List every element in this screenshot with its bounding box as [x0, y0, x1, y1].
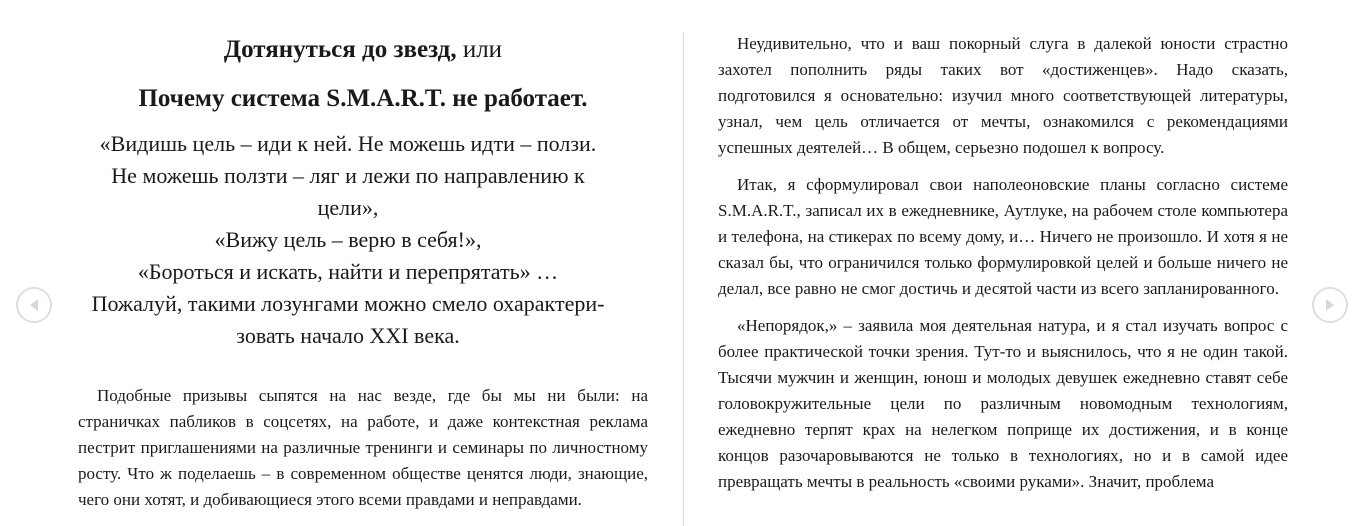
right-page-body — [718, 31, 1288, 506]
epigraph-line: зовать начало XXI века. — [236, 323, 460, 348]
chevron-right-icon — [1323, 297, 1337, 313]
epigraph — [78, 128, 628, 352]
chevron-left-icon — [27, 297, 41, 313]
epigraph-line: цели», — [317, 195, 379, 220]
body-paragraph: Неудивительно, что и ваш покорный слуга в далекой юности страстно захотел пополнить ряды таких вот «достиженцев». Надо сказать, подготовился я основательно: изучил много соответствующей литературы, узнал, чем цель отличается от мечты, ознакомился с рекомендациями успешных деятелей… В общем, серьезно подошел к вопросу. — [718, 34, 1288, 157]
right-page — [718, 0, 1288, 526]
epigraph-line: «Видишь цель – иди к ней. Не можешь идти – ползи. — [99, 131, 597, 156]
chapter-title-normal: или — [462, 36, 503, 63]
chapter-subtitle: Почему система S.M.A.R.T. не работает. — [138, 85, 588, 112]
chapter-title-bold: Дотянуться до звезд, — [223, 36, 457, 63]
epigraph-line: «Вижу цель – верю в себя!», — [214, 227, 482, 252]
epigraph-line: Не можешь ползти – ляг и лежи по направлению к — [111, 163, 585, 188]
epigraph-line: Пожалуй, такими лозунгами можно смело охарактери- — [91, 291, 605, 316]
body-paragraph: Подобные призывы сыпятся на нас везде, где бы мы ни были: на страничках пабликов в соцсетях, на работе, и даже контекстная реклама пестрит приглашениями на различные тренинги и семинары по личностному росту. Что ж поделаешь – в современном обществе ценятся люди, знающие, чего они хотят, и добивающиеся этого всеми правдами и неправдами. — [78, 386, 648, 509]
previous-page-button[interactable] — [16, 287, 52, 323]
chapter-title — [78, 33, 648, 67]
body-paragraph: Итак, я сформулировал свои наполеоновские планы согласно системе S.M.A.R.T., записал их в ежедневнике, Аутлуке, на рабочем столе компьютера и телефона, на стикерах по всему дому, и… Ничего не произошло. И хотя я не сказал бы, что ограничился только формулировкой целей и больше ничего не делал, все равно не смог достичь и десятой части из всего запланированного. — [718, 175, 1288, 298]
left-page-body — [78, 383, 648, 513]
epigraph-line: «Бороться и искать, найти и перепрятать» … — [137, 259, 559, 284]
page-divider — [683, 32, 684, 526]
body-paragraph: «Непорядок,» – заявила моя деятельная натура, и я стал изучать вопрос с более практической точки зрения. Тут-то и выяснилось, что я не один такой. Тысячи мужчин и женщин, юнош и молодых девушек ежедневно ставят себе головокружительные цели по различным новомодным технологиям, ежедневно терпят крах на нелегком поприще их достижения, и в конце концов разочаровываются не только в технологиях, но и в самой идее превращать мечты в реальность «своими руками». Значит, проблема — [718, 316, 1288, 491]
left-page — [78, 0, 648, 526]
next-page-button[interactable] — [1312, 287, 1348, 323]
